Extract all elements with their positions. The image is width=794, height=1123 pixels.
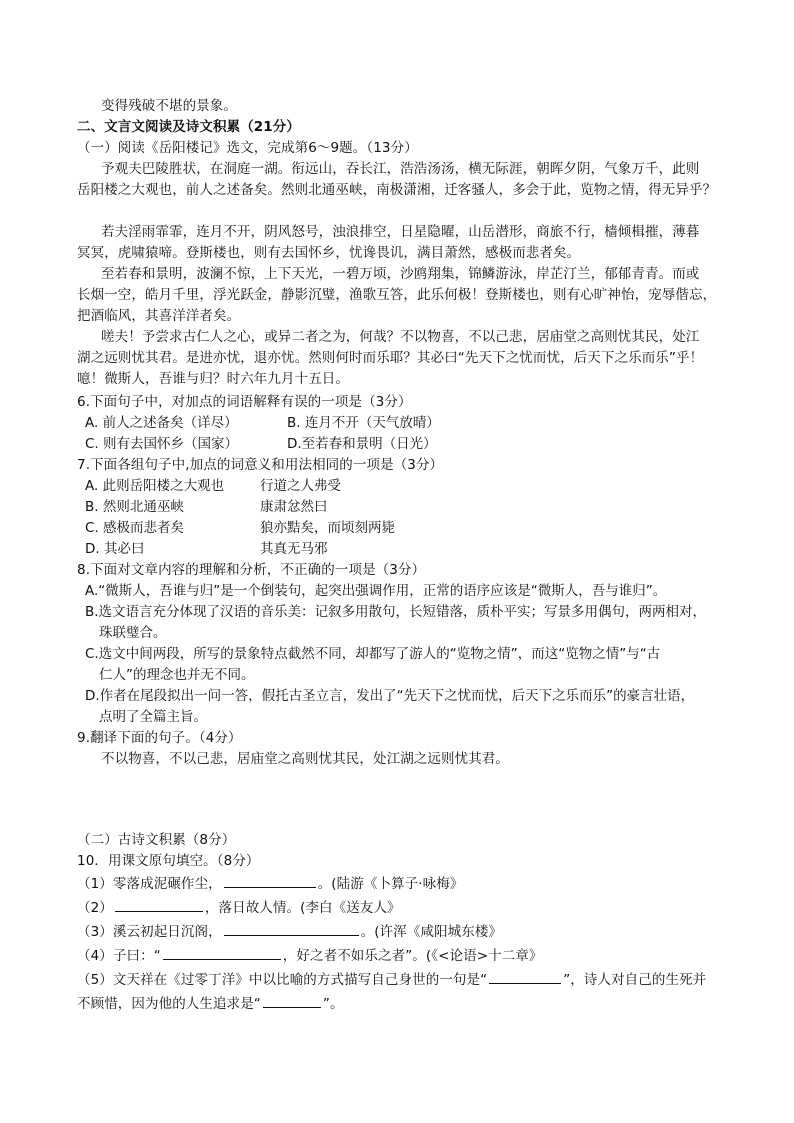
q7-option-left: B. 然则北通巫峡 — [85, 499, 184, 515]
q8-option-c: C.选文中间两段，所写的景象特点截然不同，却都写了游人的“览物之情”，而这“览物之情”与“古 — [85, 646, 661, 662]
continued-text: 变得残破不堪的景象。 — [101, 98, 237, 114]
q6-option-b: B. 连月不开（天气放晴） — [287, 415, 440, 431]
passage-line: 噫！微斯人，吾谁与归？时六年九月十五日。 — [77, 371, 349, 387]
passage-line: 嗟夫！予尝求古仁人之心，或异二者之为，何哉？不以物喜，不以己悲，居庙堂之高则忧其民，处江 — [101, 329, 700, 345]
fill-text: 。(许浑《咸阳城东楼》 — [360, 924, 503, 940]
question-8-stem: 8.下面对文章内容的理解和分析，不正确的一项是（3分） — [77, 562, 426, 578]
passage-line: 予观夫巴陵胜状，在洞庭一湖。衔远山，吞长江，浩浩汤汤，横无际涯，朝晖夕阴，气象万千，此则 — [101, 161, 700, 177]
q7-option-right: 狼亦黠矣，而顷刻两毙 — [260, 520, 395, 536]
fill-text: （3）溪云初起日沉阁， — [77, 924, 222, 940]
fill-text: （4）子曰：“ — [77, 948, 161, 964]
passage-line: 若夫淫雨霏霏，连月不开，阴风怒号，浊浪排空，日星隐曜，山岳潜形，商旅不行，樯倾楫摧，薄暮 — [101, 224, 700, 240]
section-title: 二、文言文阅读及诗文积累（21分） — [77, 119, 300, 135]
fill-text: （1）零落成泥碾作尘， — [77, 876, 222, 892]
q6-option-d: D.至若春和景明（日光） — [287, 436, 437, 452]
q7-option-right: 康肃忿然曰 — [260, 499, 328, 515]
question-10-stem: 10．用课文原句填空。（8分） — [77, 853, 260, 869]
q8-option-a: A.“微斯人，吾谁与归”是一个倒装句，起突出强调作用，正常的语序应该是“微斯人，吾与谁归”。 — [85, 583, 667, 599]
question-7-stem: 7.下面各组句子中,加点的词意义和用法相同的一项是（3分） — [77, 457, 444, 473]
fill-text: ，好之者不如乐之者”。(《<论语>十二章》 — [282, 948, 543, 964]
q8-option-b-cont: 珠联璧合。 — [99, 625, 167, 641]
q9-sentence: 不以物喜，不以己悲，居庙堂之高则忧其民，处江湖之远则忧其君。 — [101, 751, 509, 767]
q8-option-d: D.作者在尾段拟出一问一答，假托古圣立言，发出了“先天下之忧而忧，后天下之乐而乐”的豪言壮语， — [85, 688, 695, 704]
q6-option-a: A. 前人之述备矣（详尽） — [85, 415, 238, 431]
q7-option-right: 行道之人弗受 — [260, 478, 341, 494]
fill-text: ”，诗人对自己的生死并 — [563, 972, 707, 988]
answer-blank[interactable] — [224, 922, 359, 936]
answer-blank[interactable] — [224, 874, 316, 888]
fill-text: （2） — [77, 900, 113, 916]
part2-title: （二）古诗文积累（8分） — [77, 832, 236, 848]
fill-item-3 — [77, 922, 502, 942]
q8-option-b: B.选文语言充分体现了汉语的音乐美：记叙多用散句，长短错落，质朴平实；写景多用偶句，两两相对， — [85, 604, 707, 620]
fill-item-5 — [77, 970, 706, 990]
fill-text: 不顾惜，因为他的人生追求是“ — [77, 996, 261, 1012]
part1-title: （一）阅读《岳阳楼记》选文，完成第6～9题。（13分） — [77, 140, 418, 156]
passage-line: 冥冥，虎啸猿啼。登斯楼也，则有去国怀乡，忧谗畏讥，满目萧然，感极而悲者矣。 — [77, 245, 581, 261]
passage-line: 把酒临风，其喜洋洋者矣。 — [77, 308, 241, 324]
fill-item-4 — [77, 946, 543, 966]
q7-option-left: C. 感极而悲者矣 — [85, 520, 185, 536]
question-6-stem: 6.下面句子中，对加点的词语解释有误的一项是（3分） — [77, 394, 412, 410]
answer-blank[interactable] — [163, 946, 281, 960]
fill-item-2 — [77, 898, 401, 918]
q7-option-left: D. 其必曰 — [85, 541, 145, 557]
answer-blank[interactable] — [489, 970, 561, 984]
q7-option-right: 其真无马邪 — [260, 541, 328, 557]
q8-option-c-cont: 仁人”的理念也并无不同。 — [99, 667, 255, 683]
passage-line: 湖之远则忧其君。是进亦忧，退亦忧。然则何时而乐耶？其必曰“先天下之忧而忧，后天下之乐而乐”乎！ — [77, 350, 704, 366]
fill-text: ，落日故人情。(李白《送友人》 — [204, 900, 401, 916]
q8-option-d-cont: 点明了全篇主旨。 — [99, 709, 207, 725]
passage-line: 至若春和景明，波澜不惊，上下天光，一碧万顷，沙鸥翔集，锦鳞游泳，岸芷汀兰，郁郁青青。而或 — [101, 266, 700, 282]
q7-option-left: A. 此则岳阳楼之大观也 — [85, 478, 225, 494]
q6-option-c: C. 则有去国怀乡（国家） — [85, 436, 239, 452]
fill-text: 。(陆游《卜算子·咏梅》 — [317, 876, 464, 892]
fill-text: ”。 — [322, 996, 344, 1012]
question-9-stem: 9.翻译下面的句子。（4分） — [77, 730, 242, 746]
answer-blank[interactable] — [263, 994, 321, 1008]
fill-item-5-cont — [77, 994, 344, 1014]
answer-blank[interactable] — [115, 898, 203, 912]
passage-line: 岳阳楼之大观也，前人之述备矣。然则北通巫峡，南极潇湘，迁客骚人，多会于此，览物之情，得无异乎？ — [77, 182, 717, 198]
fill-text: （5）文天祥在《过零丁洋》中以比喻的方式描写自己身世的一句是“ — [77, 972, 488, 988]
passage-line: 长烟一空，皓月千里，浮光跃金，静影沉璧，渔歌互答，此乐何极！登斯楼也，则有心旷神怡，宠辱偕忘， — [77, 287, 717, 303]
fill-item-1 — [77, 874, 463, 894]
